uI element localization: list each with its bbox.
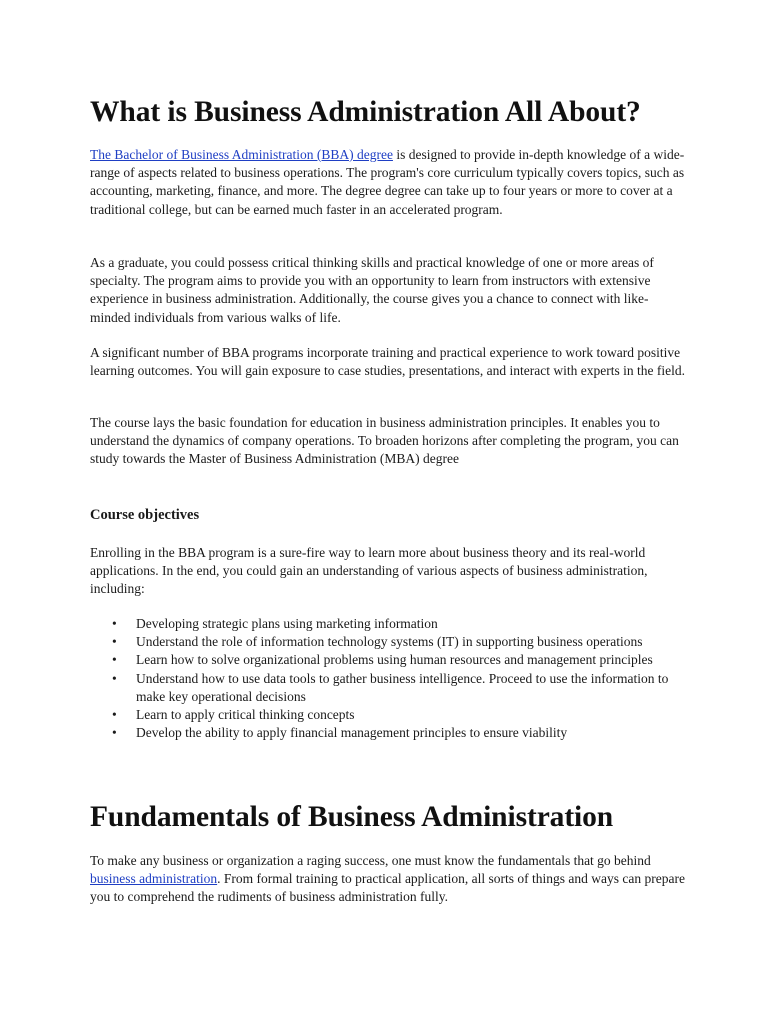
graduate-paragraph: As a graduate, you could possess critical thinking skills and practical knowledge of one or more areas of specialty. The program aims to provide you with an opportunity to learn from instructors with extensive experience in business administration. Additionally, the course gives you a chance to connect with like-minded individuals from various walks of life.	[90, 255, 654, 325]
list-item	[90, 670, 670, 706]
fundamentals-heading: Fundamentals of Business Administration	[90, 801, 614, 833]
list-item-text: Developing strategic plans using marketing information	[136, 616, 438, 631]
list-item-text: Understand the role of information technology systems (IT) in supporting business operations	[136, 634, 643, 650]
list-item-text: Understand how to use data tools to gather business intelligence. Proceed to use the information to make key operational decisions	[136, 670, 669, 704]
fundamentals-text-after: . From formal training to practical application, all sorts of things and ways can prepare you to comprehend the rudiments of business administration fully.	[90, 871, 685, 905]
fundamentals-text-before: To make any business or organization a raging success, one must know the fundamentals that go behind	[90, 853, 651, 868]
list-item	[90, 651, 670, 669]
fundamentals-paragraph	[90, 852, 688, 907]
bullet-icon: •	[112, 634, 117, 650]
list-item	[90, 724, 670, 742]
business-administration-link[interactable]: business administration	[90, 871, 218, 887]
bullet-icon: •	[112, 707, 117, 723]
list-item-text: Learn how to solve organizational problems using human resources and management principles	[136, 652, 653, 668]
bullet-icon: •	[112, 616, 117, 631]
bullet-icon: •	[112, 725, 117, 741]
course-objectives-heading: Course objectives	[90, 507, 200, 523]
objectives-list	[90, 615, 670, 742]
bullet-icon: •	[112, 652, 117, 668]
bba-programs-paragraph: A significant number of BBA programs incorporate training and practical experience to work toward positive learning outcomes. You will gain exposure to case studies, presentations, and interact with experts in the field.	[90, 345, 685, 379]
list-item	[90, 706, 670, 724]
enrolling-paragraph: Enrolling in the BBA program is a sure-fire way to learn more about business theory and its real-world applications. In the end, you could gain an understanding of various aspects of business administration, including:	[90, 545, 648, 597]
foundation-paragraph: The course lays the basic foundation for education in business administration principles. It enables you to understand the dynamics of company operations. To broaden horizons after completing the program, you can study towards the Master of Business Administration (MBA) degree	[90, 415, 679, 467]
intro-paragraph-text: is designed to provide in-depth knowledge of a wide-range of aspects related to business operations. The program's core curriculum typically covers topics, such as accounting, marketing, finance, and more. The degree degree can take up to four years or more to cover at a traditional college, but can be earned much faster in an accelerated program.	[90, 147, 685, 217]
bullet-icon: •	[112, 670, 117, 686]
main-heading: What is Business Administration All About?	[90, 96, 641, 128]
intro-paragraph	[90, 146, 688, 219]
list-item-text: Develop the ability to apply financial management principles to ensure viability	[136, 725, 568, 741]
list-item-text: Learn to apply critical thinking concepts	[136, 707, 355, 723]
bba-degree-link[interactable]: The Bachelor of Business Administration (BBA) degree	[90, 147, 393, 162]
list-item	[90, 615, 670, 633]
list-item	[90, 633, 670, 651]
